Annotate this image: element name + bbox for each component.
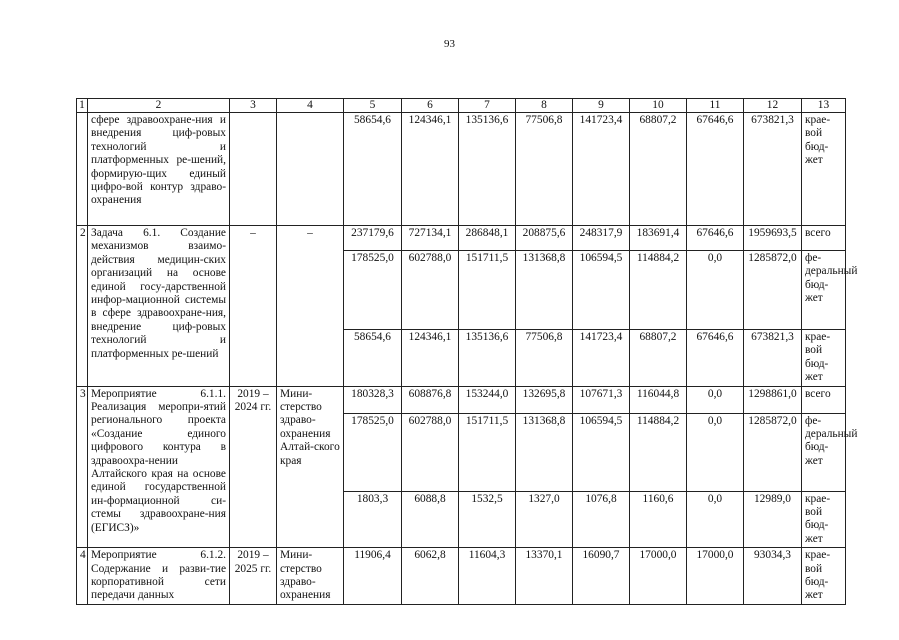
value-cell: 141723,4 bbox=[573, 113, 630, 226]
value-cell: 153244,0 bbox=[459, 386, 516, 413]
value-cell: 135136,6 bbox=[459, 113, 516, 226]
executor-cell bbox=[277, 113, 344, 226]
value-cell: 0,0 bbox=[687, 251, 744, 330]
funding-source-cell: фе-деральный бюд-жет bbox=[802, 251, 846, 330]
column-number-header: 3 bbox=[230, 99, 277, 113]
value-cell: 237179,6 bbox=[344, 226, 402, 251]
value-cell: 17000,0 bbox=[630, 548, 687, 605]
executor-cell: – bbox=[277, 226, 344, 387]
column-number-header: 10 bbox=[630, 99, 687, 113]
value-cell: 77506,8 bbox=[516, 113, 573, 226]
value-cell: 67646,6 bbox=[687, 113, 744, 226]
executor-cell: Мини-стерство здраво-охранения bbox=[277, 548, 344, 605]
value-cell: 673821,3 bbox=[744, 330, 802, 387]
value-cell: 107671,3 bbox=[573, 386, 630, 413]
value-cell: 1959693,5 bbox=[744, 226, 802, 251]
value-cell: 141723,4 bbox=[573, 330, 630, 387]
value-cell: 208875,6 bbox=[516, 226, 573, 251]
value-cell: 1076,8 bbox=[573, 491, 630, 548]
column-number-header: 5 bbox=[344, 99, 402, 113]
table-row bbox=[77, 386, 846, 413]
budget-table-body bbox=[77, 99, 858, 605]
value-cell: 1803,3 bbox=[344, 491, 402, 548]
funding-source-cell: крае-вой бюд-жет bbox=[802, 491, 846, 548]
column-number-header: 7 bbox=[459, 99, 516, 113]
funding-source-cell: всего bbox=[802, 226, 846, 251]
value-cell: 6088,8 bbox=[402, 491, 459, 548]
value-cell: 6062,8 bbox=[402, 548, 459, 605]
activity-name-cell: Мероприятие 6.1.1. Реализация меропри-ятий регионального проекта «Создание единого цифрового контура в здравоохра-нении Алтайского края на основе единой государственной ин-формационной си-стемы здравоохране-ния (ЕГИСЗ)» bbox=[88, 386, 230, 548]
value-cell: 12989,0 bbox=[744, 491, 802, 548]
column-number-header: 12 bbox=[744, 99, 802, 113]
funding-source-cell: крае-вой бюд-жет bbox=[802, 113, 846, 226]
value-cell: 11604,3 bbox=[459, 548, 516, 605]
period-cell: 2019 – 2024 гг. bbox=[230, 386, 277, 548]
column-number-header: 13 bbox=[802, 99, 846, 113]
funding-source-cell: фе-деральный бюд-жет bbox=[802, 413, 846, 491]
column-number-header-row bbox=[77, 99, 846, 113]
value-cell: 106594,5 bbox=[573, 251, 630, 330]
period-cell bbox=[230, 113, 277, 226]
column-number-header: 4 bbox=[277, 99, 344, 113]
value-cell: 67646,6 bbox=[687, 330, 744, 387]
column-number-header: 11 bbox=[687, 99, 744, 113]
value-cell: 1532,5 bbox=[459, 491, 516, 548]
value-cell: 0,0 bbox=[687, 491, 744, 548]
value-cell: 1285872,0 bbox=[744, 251, 802, 330]
row-number-cell bbox=[77, 113, 88, 226]
budget-table bbox=[76, 98, 858, 605]
value-cell: 0,0 bbox=[687, 413, 744, 491]
value-cell: 183691,4 bbox=[630, 226, 687, 251]
value-cell: 151711,5 bbox=[459, 251, 516, 330]
value-cell: 116044,8 bbox=[630, 386, 687, 413]
value-cell: 124346,1 bbox=[402, 113, 459, 226]
value-cell: 151711,5 bbox=[459, 413, 516, 491]
value-cell: 1285872,0 bbox=[744, 413, 802, 491]
activity-name-cell: Задача 6.1. Создание механизмов взаимо-действия медицин-ских организаций на основе единой госу-дарственной инфор-мационной системы в сфере здравоохране-ния, внедрение циф-ровых технологий и платформенных ре-шений bbox=[88, 226, 230, 387]
value-cell: 135136,6 bbox=[459, 330, 516, 387]
value-cell: 114884,2 bbox=[630, 413, 687, 491]
table-row bbox=[77, 548, 846, 605]
column-number-header: 1 bbox=[77, 99, 88, 113]
column-number-header: 9 bbox=[573, 99, 630, 113]
value-cell: 11906,4 bbox=[344, 548, 402, 605]
value-cell: 68807,2 bbox=[630, 113, 687, 226]
value-cell: 131368,8 bbox=[516, 413, 573, 491]
column-number-header: 6 bbox=[402, 99, 459, 113]
table-row bbox=[77, 113, 846, 226]
row-number-cell: 2 bbox=[77, 226, 88, 387]
period-cell: 2019 – 2025 гг. bbox=[230, 548, 277, 605]
column-number-header: 8 bbox=[516, 99, 573, 113]
value-cell: 602788,0 bbox=[402, 251, 459, 330]
value-cell: 114884,2 bbox=[630, 251, 687, 330]
value-cell: 124346,1 bbox=[402, 330, 459, 387]
activity-name-cell: Мероприятие 6.1.2. Содержание и разви-тие корпоративной сети передачи данных bbox=[88, 548, 230, 605]
period-cell: – bbox=[230, 226, 277, 387]
activity-name-cell: сфере здравоохране-ния и внедрения циф-ровых технологий и платформенных ре-шений, формирую-щих единый цифро-вой контур здраво-охранения bbox=[88, 113, 230, 226]
row-number-cell: 4 bbox=[77, 548, 88, 605]
value-cell: 727134,1 bbox=[402, 226, 459, 251]
value-cell: 106594,5 bbox=[573, 413, 630, 491]
column-number-header: 2 bbox=[88, 99, 230, 113]
value-cell: 1160,6 bbox=[630, 491, 687, 548]
row-number-cell: 3 bbox=[77, 386, 88, 548]
value-cell: 68807,2 bbox=[630, 330, 687, 387]
value-cell: 67646,6 bbox=[687, 226, 744, 251]
value-cell: 673821,3 bbox=[744, 113, 802, 226]
page-number: 93 bbox=[444, 38, 455, 50]
funding-source-cell: крае-вой бюд-жет bbox=[802, 548, 846, 605]
value-cell: 17000,0 bbox=[687, 548, 744, 605]
value-cell: 178525,0 bbox=[344, 251, 402, 330]
value-cell: 0,0 bbox=[687, 386, 744, 413]
value-cell: 1298861,0 bbox=[744, 386, 802, 413]
value-cell: 286848,1 bbox=[459, 226, 516, 251]
value-cell: 178525,0 bbox=[344, 413, 402, 491]
funding-source-cell: всего bbox=[802, 386, 846, 413]
value-cell: 58654,6 bbox=[344, 113, 402, 226]
value-cell: 16090,7 bbox=[573, 548, 630, 605]
value-cell: 13370,1 bbox=[516, 548, 573, 605]
value-cell: 132695,8 bbox=[516, 386, 573, 413]
value-cell: 77506,8 bbox=[516, 330, 573, 387]
value-cell: 1327,0 bbox=[516, 491, 573, 548]
table-row bbox=[77, 226, 846, 251]
value-cell: 131368,8 bbox=[516, 251, 573, 330]
value-cell: 608876,8 bbox=[402, 386, 459, 413]
executor-cell: Мини-стерство здраво-охранения Алтай-ского края bbox=[277, 386, 344, 548]
value-cell: 58654,6 bbox=[344, 330, 402, 387]
funding-source-cell: крае-вой бюд-жет bbox=[802, 330, 846, 387]
value-cell: 248317,9 bbox=[573, 226, 630, 251]
value-cell: 93034,3 bbox=[744, 548, 802, 605]
value-cell: 602788,0 bbox=[402, 413, 459, 491]
value-cell: 180328,3 bbox=[344, 386, 402, 413]
